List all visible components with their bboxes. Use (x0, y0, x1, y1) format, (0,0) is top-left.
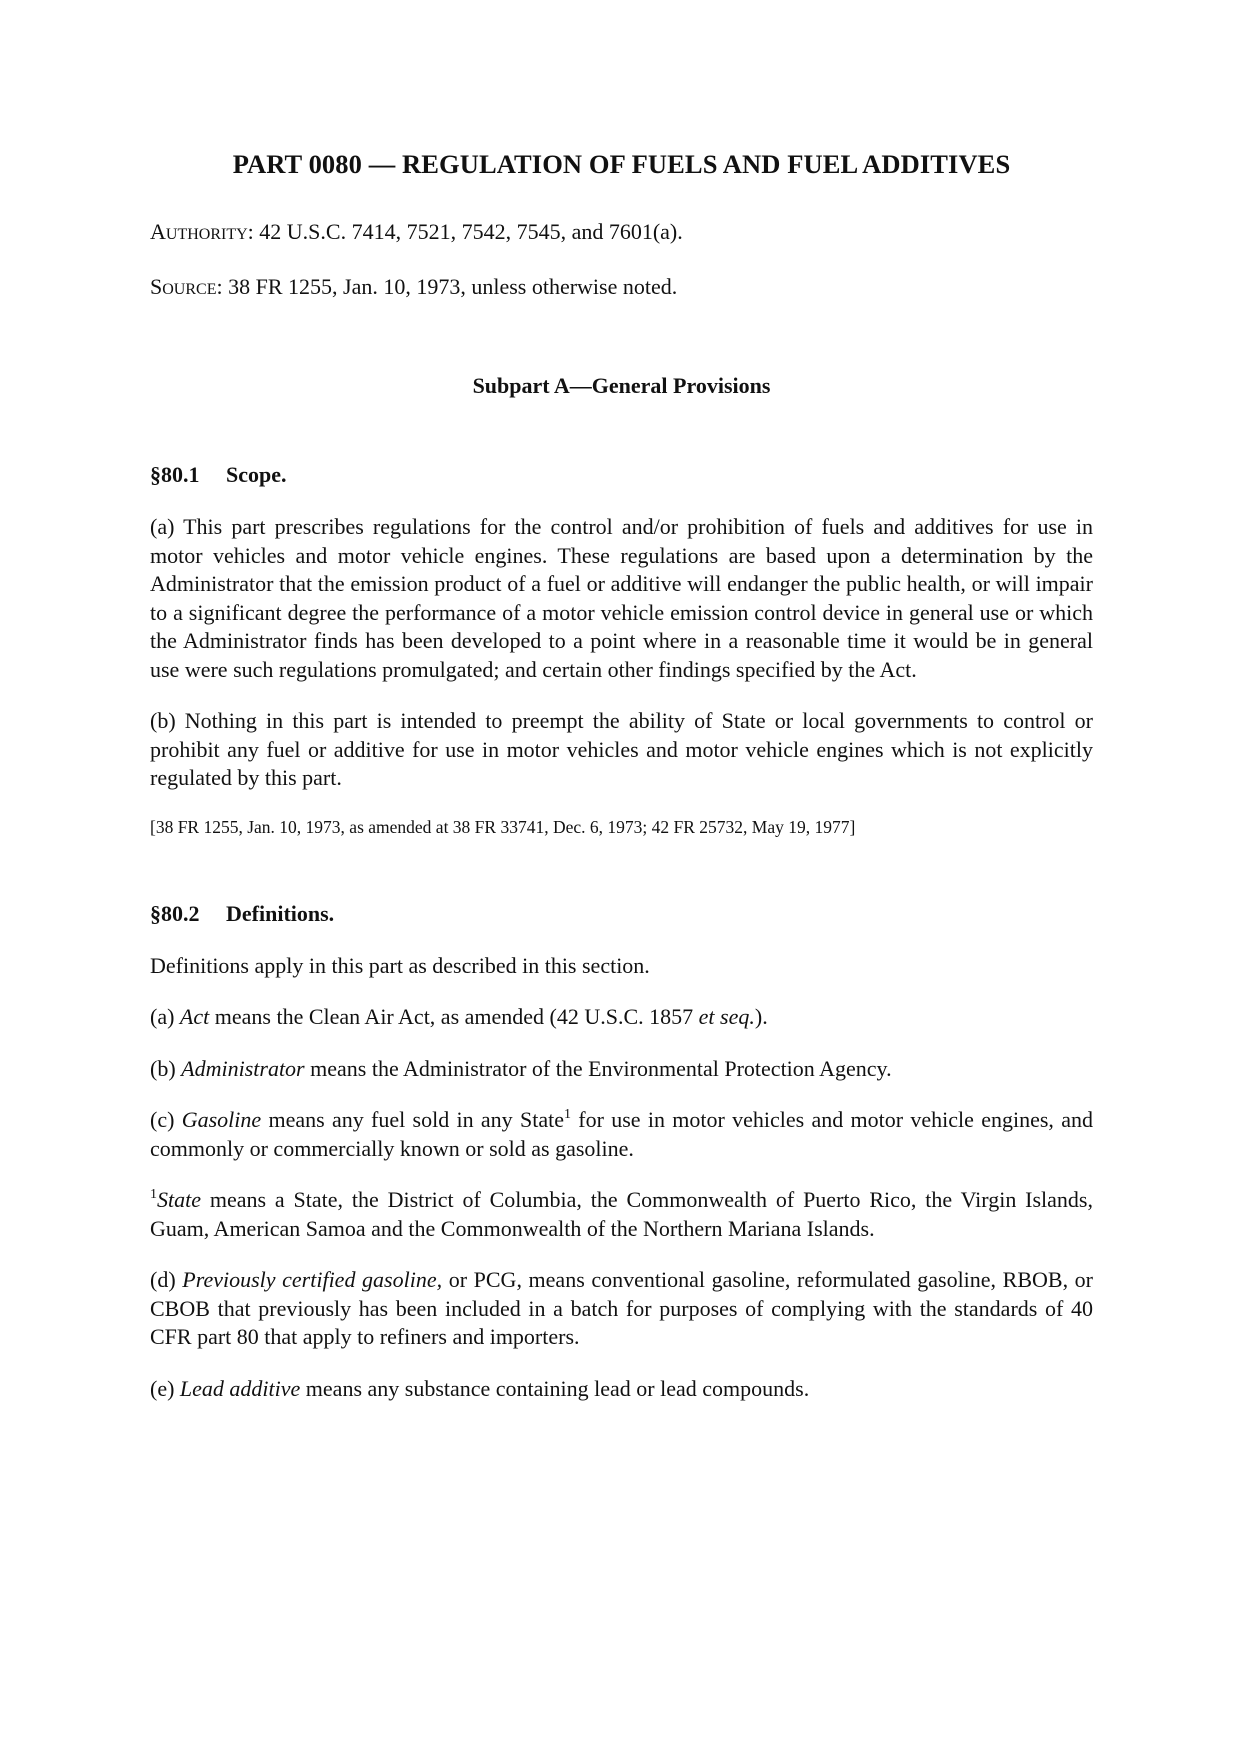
part-title: PART 0080 — REGULATION OF FUELS AND FUEL ADDITIVES (232, 149, 1011, 179)
definition-lead-additive (150, 1375, 1093, 1404)
document-body (150, 148, 1093, 1403)
footnote-text: means a State, the District of Columbia, the Commonwealth of Puerto Rico, the Virgin Islands, Guam, American Samoa and the Commonwealth of the Northern Mariana Islands. (150, 1187, 1093, 1241)
definition-suffix: ). (754, 1004, 768, 1029)
definition-text-continued: for use in motor vehicles and motor vehicle engines, and commonly or commercially known or sold as gasoline. (150, 1107, 1093, 1161)
authority-label-rest: UTHORITY (165, 226, 248, 243)
source-label-rest: OURCE (162, 280, 217, 298)
footnote-marker: 1 (150, 1187, 157, 1202)
source-line (150, 273, 1093, 305)
footnote-reference: 1 (563, 1107, 571, 1122)
defined-term: State (157, 1187, 201, 1212)
section-number: §80.2 (150, 900, 200, 926)
defined-term: Act (179, 1004, 210, 1029)
definition-label: (d) (150, 1267, 183, 1292)
definition-text: or PCG, means conventional gasoline, reformulated gasoline, RBOB, or CBOB that previously has been included in a batch for purposes of complying with the standards of 40 CFR part 80 that apply to refiners and importers. (150, 1267, 1094, 1349)
footnote-state (150, 1186, 1093, 1243)
section-number: §80.1 (150, 462, 200, 487)
section-heading-80-2 (150, 900, 1093, 928)
authority-line (150, 218, 1093, 250)
source-label-initial: S (150, 273, 163, 299)
defined-term: Administrator (181, 1055, 305, 1081)
defined-term: Previously certified gasoline, (182, 1267, 443, 1292)
subpart-heading: Subpart A—General Provisions (472, 373, 771, 398)
definition-pcg (150, 1266, 1093, 1352)
definition-text: means the Administrator of the Environmental Protection Agency. (304, 1055, 892, 1081)
section-title: Scope. (226, 462, 287, 487)
section-heading-80-1 (150, 461, 1093, 489)
source-text: : 38 FR 1255, Jan. 10, 1973, unless otherwise noted. (216, 273, 678, 299)
definition-administrator (150, 1055, 1093, 1084)
definition-act (150, 1003, 1093, 1032)
authority-label-initial: A (150, 219, 166, 244)
definition-label: (e) (150, 1375, 180, 1401)
definition-gasoline (150, 1106, 1093, 1163)
authority-text: : 42 U.S.C. 7414, 7521, 7542, 7545, and 7601(a). (247, 219, 683, 244)
scope-paragraph-b: (b) Nothing in this part is intended to preempt the ability of State or local governments to control or prohibit any fuel or additive for use in motor vehicles and motor vehicle engines which is not explicitly regulated by this part. (150, 708, 1093, 790)
latin-term: et seq. (698, 1004, 755, 1029)
amendment-citation: [38 FR 1255, Jan. 10, 1973, as amended at 38 FR 33741, Dec. 6, 1973; 42 FR 25732, May 19, 1977] (150, 816, 856, 837)
defined-term: Gasoline (181, 1107, 262, 1132)
defined-term: Lead additive (179, 1375, 301, 1401)
definition-label: (b) (150, 1055, 182, 1081)
definition-text: means the Clean Air Act, as amended (42 U.S.C. 1857 (209, 1004, 699, 1029)
section-title: Definitions. (226, 900, 335, 926)
scope-paragraph-a: (a) This part prescribes regulations for the control and/or prohibition of fuels and additives for use in motor vehicles and motor vehicle engines. These regulations are based upon a determination by the Administrator that the emission product of a fuel or additive will endanger the public health, or will impair to a significant degree the performance of a motor vehicle emission control device in general use or which the Administrator finds has been developed to a point where in a reasonable time it would be in general use were such regulations promulgated; and certain other findings specified by the Act. (150, 514, 1093, 682)
definition-text: means any fuel sold in any State (261, 1107, 564, 1132)
definition-label: (a) (150, 1004, 180, 1029)
definition-label: (c) (150, 1107, 182, 1132)
definitions-intro: Definitions apply in this part as described in this section. (150, 952, 650, 978)
definition-text: means any substance containing lead or lead compounds. (300, 1375, 810, 1401)
